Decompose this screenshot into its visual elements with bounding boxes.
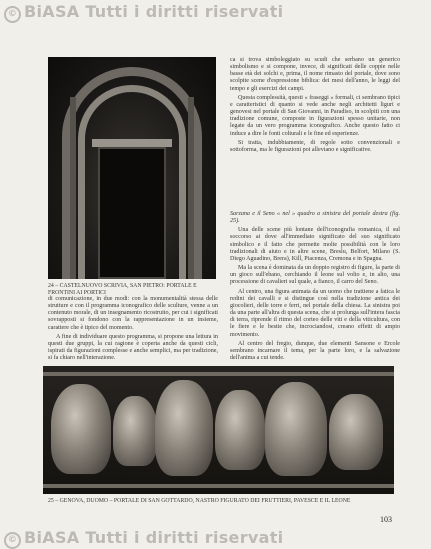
paragraph: Al centro, una figura animata da un uomo che trattiene a fatica le redini dei cavalli e si distingue così nella tradizione antica dei giocolieri, delle torre e ferri, nel portale della chiesa. La sinistra poi da una parte all'altra di questa scena, che si prolunga sull'intera fascia di terra, riprende il ritmo del corteo delle viti e della viticultura, con le fiere e le bestie che, incrociandosi, creano effetti di ampio movimento. [230, 288, 400, 338]
watermark-bottom [4, 528, 431, 549]
relief-figure [329, 394, 383, 470]
paragraph: A fine di individuare questo programma, si propone una lettura in questi due gruppi, la cui ragione è coperta anche da questi cicli, ispirati da figurazioni complesse e anche semplici, ma per tradizione, si fa chiaro nell'interazione. [48, 333, 218, 362]
relief-figure [155, 380, 213, 476]
paragraph: Ma la scena è dominata da un doppio registro di figure, la parte di un gioco sull'ebano, cerchiando il leone sul volto e, in alto, una processione di cavalieri sul quale, a fianco, il carro del Seno. [230, 265, 400, 286]
column-right [188, 97, 194, 279]
paragraph: di comunicazione, in due modi: con la monumentalità stessa delle strutture e con il programma iconografico delle sculture, venne a un contenuto morale, di un insegnamento ricostruito, per cui i significati sovrapposti si fondono con la rappresentazione in un insieme, carattere che è tipico del momento. [48, 296, 218, 331]
copyright-icon: © [4, 532, 21, 549]
figure-caption-bottom: 25 – GENOVA, DUOMO – PORTALE DI SAN GOTTARDO, NASTRO FIGURATO DEI FRUTTIERI, PAVESCE E IL LEONE [48, 498, 351, 504]
portal-photo [48, 57, 216, 279]
relief-figure [215, 390, 265, 470]
paragraph: Una delle scene più lontane dell'iconografia romanica, il sul soccorso ai dove all'immediato significato del suo significato simbolico e il fatto che permette molte possibilità con le loro tradizionali di aiuto e in altre scene, Breslu, Belfort, Milano (S. Diego Aguadino, Brera), Kill, Piacenza, Cremona e in Spagna. [230, 227, 400, 262]
paragraph: Questa complessità, questi « fraseggi » formali, ci sembrano tipici e caratteristici di quanto si vede anche negli architetti liguri e genovesi nel portale di San Giovanni, in Paradiso, in scolpiti con una tradizione comune, composte in figurazioni spesso unitarie, non legate da un vero programma iconografico. Anche questo fatto ci induce a dire le fonti colturali e le fine ed esperienze. [230, 94, 400, 137]
lintel [92, 139, 172, 147]
page-number: 103 [380, 515, 392, 524]
watermark-top [4, 2, 431, 23]
relief-figure [113, 396, 157, 466]
paragraph: Si tratta, indubbiamente, di regole sotto convenzionali e sottoforma, ma le figurazioni poi alleviano e significative. [230, 139, 400, 153]
paragraph: Al centro del fregio, dunque, due elementi Sansone e Ercole sembrano incarnare il tema, per la parte loro, e la salvazione dell'anima a cui tende. [230, 340, 400, 361]
copyright-icon: © [4, 6, 21, 23]
watermark-text: BiASA Tutti i diritti riservati [24, 2, 284, 21]
paragraph: ca si trova simboleggiato su scudi che serbano un generico simbolismo e si compone, invece, di significati delle coppie nelle basse età dei solchi e, prima, il nome rimasto del portale, dove sono scolpite scene d'espressione biblica: dei mesi dell'anno, le leggi del tempo e gli esercizi dei campi. [230, 57, 400, 92]
watermark-text: BiASA Tutti i diritti riservati [24, 528, 284, 547]
relief-figure [51, 384, 111, 474]
relief-border-bottom [43, 484, 394, 488]
relief-photo [43, 366, 394, 494]
column-left [70, 97, 76, 279]
text-column-right-bottom [230, 211, 400, 364]
text-column-right-top [230, 57, 400, 156]
text-column-left [48, 296, 218, 364]
section-heading: Sarzana e il Seno « nel » quadro a sinistra del portale destra (fig. 25). [230, 211, 400, 225]
relief-border-top [43, 372, 394, 376]
relief-figure [265, 382, 327, 476]
doorway [98, 147, 166, 279]
figure-caption-top: 24 – CASTELNUOVO SCRIVIA, SAN PIETRO: PORTALE E FRONTINI AI PORTICI [48, 283, 197, 296]
